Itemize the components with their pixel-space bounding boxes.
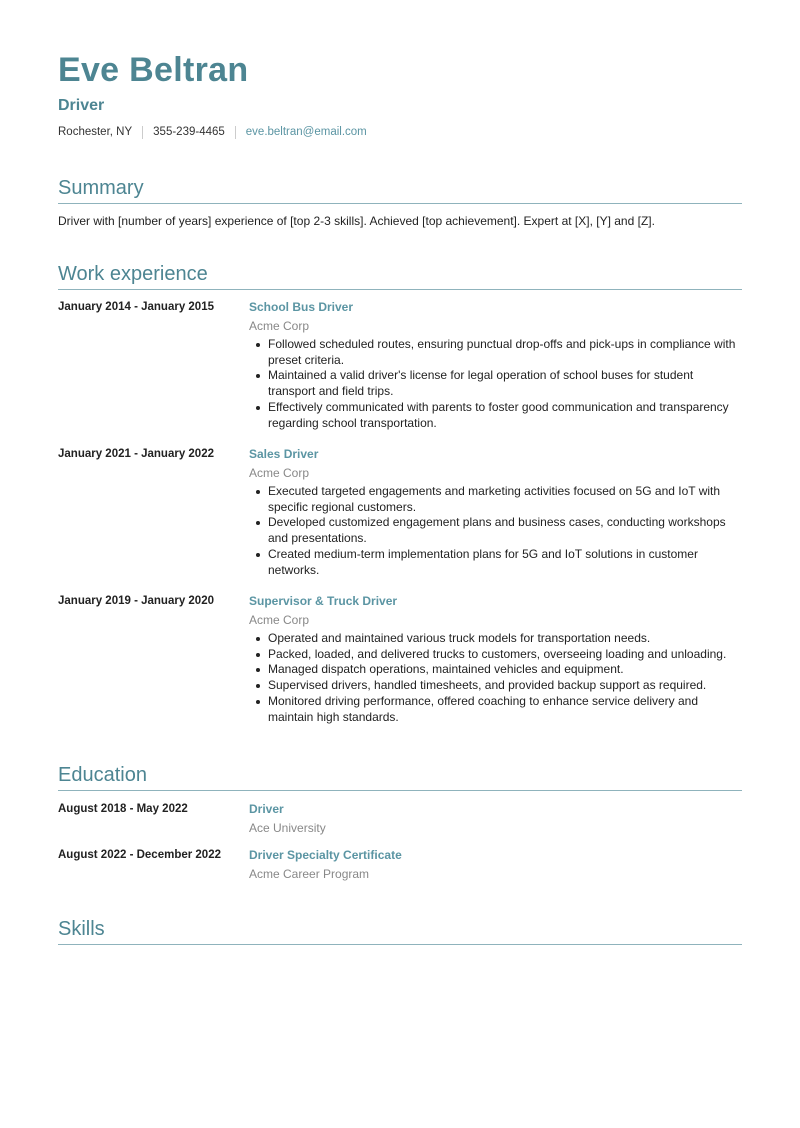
contact-location: Rochester, NY [58, 126, 133, 138]
work-entry-role: Supervisor & Truck Driver [249, 594, 398, 608]
section-heading-education: Education [58, 762, 742, 791]
work-entry-bullets [249, 631, 742, 725]
education-entry-school: Ace University [249, 821, 326, 835]
bullet-item: Executed targeted engagements and marketing activities focused on 5G and IoT with specific regional customers. [268, 484, 742, 515]
work-entry-dates: January 2014 - January 2015 [58, 301, 214, 313]
bullet-item: Packed, loaded, and delivered trucks to customers, overseeing loading and unloading. [268, 647, 742, 663]
bullet-item: Effectively communicated with parents to foster good communication and transparency regarding school transportation. [268, 400, 742, 431]
education-entry-school: Acme Career Program [249, 867, 370, 881]
education-entry-dates: August 2018 - May 2022 [58, 803, 188, 815]
education-entry-degree: Driver Specialty Certificate [249, 848, 402, 862]
work-entry-role: Sales Driver [249, 447, 319, 461]
candidate-name: Eve Beltran [58, 51, 249, 89]
section-heading-work-experience: Work experience [58, 261, 742, 290]
work-entry-body [249, 593, 742, 725]
bullet-item: Supervised drivers, handled timesheets, and provided backup support as required. [268, 678, 742, 694]
bullet-item: Maintained a valid driver's license for legal operation of school buses for student transport and field trips. [268, 368, 742, 399]
bullet-item: Monitored driving performance, offered coaching to enhance service delivery and maintain high standards. [268, 694, 742, 725]
education-entry-degree: Driver [249, 802, 284, 816]
work-entry-company: Acme Corp [249, 466, 310, 480]
education-entry-dates: August 2022 - December 2022 [58, 849, 221, 861]
work-entry-bullets [249, 484, 742, 578]
section-heading-summary: Summary [58, 175, 742, 204]
bullet-item: Created medium-term implementation plans for 5G and IoT solutions in customer networks. [268, 547, 742, 578]
bullet-item: Followed scheduled routes, ensuring punctual drop-offs and pick-ups in compliance with preset criteria. [268, 337, 742, 368]
contact-divider [235, 126, 236, 139]
section-heading-skills: Skills [58, 916, 742, 945]
contact-email-link[interactable]: eve.beltran@email.com [245, 126, 367, 138]
contact-line [58, 124, 367, 140]
work-entry-company: Acme Corp [249, 613, 310, 627]
bullet-item: Operated and maintained various truck models for transportation needs. [268, 631, 742, 647]
work-entry-body [249, 446, 742, 578]
work-entry-body [249, 299, 742, 431]
work-entry-bullets [249, 337, 742, 431]
bullet-item: Managed dispatch operations, maintained vehicles and equipment. [268, 662, 742, 678]
work-entry-company: Acme Corp [249, 319, 310, 333]
education-entry-body [249, 847, 742, 882]
bullet-item: Developed customized engagement plans and business cases, conducting workshops and presentations. [268, 515, 742, 546]
candidate-title: Driver [58, 97, 105, 114]
work-entry-dates: January 2019 - January 2020 [58, 595, 214, 607]
work-entry-role: School Bus Driver [249, 300, 354, 314]
summary-text: Driver with [number of years] experience of [top 2-3 skills]. Achieved [top achievement]. Expert at [X], [Y] and [Z]. [58, 214, 655, 228]
contact-phone: 355-239-4465 [153, 126, 225, 138]
work-entry-dates: January 2021 - January 2022 [58, 448, 214, 460]
contact-divider [142, 126, 143, 139]
education-entry-body [249, 801, 742, 836]
